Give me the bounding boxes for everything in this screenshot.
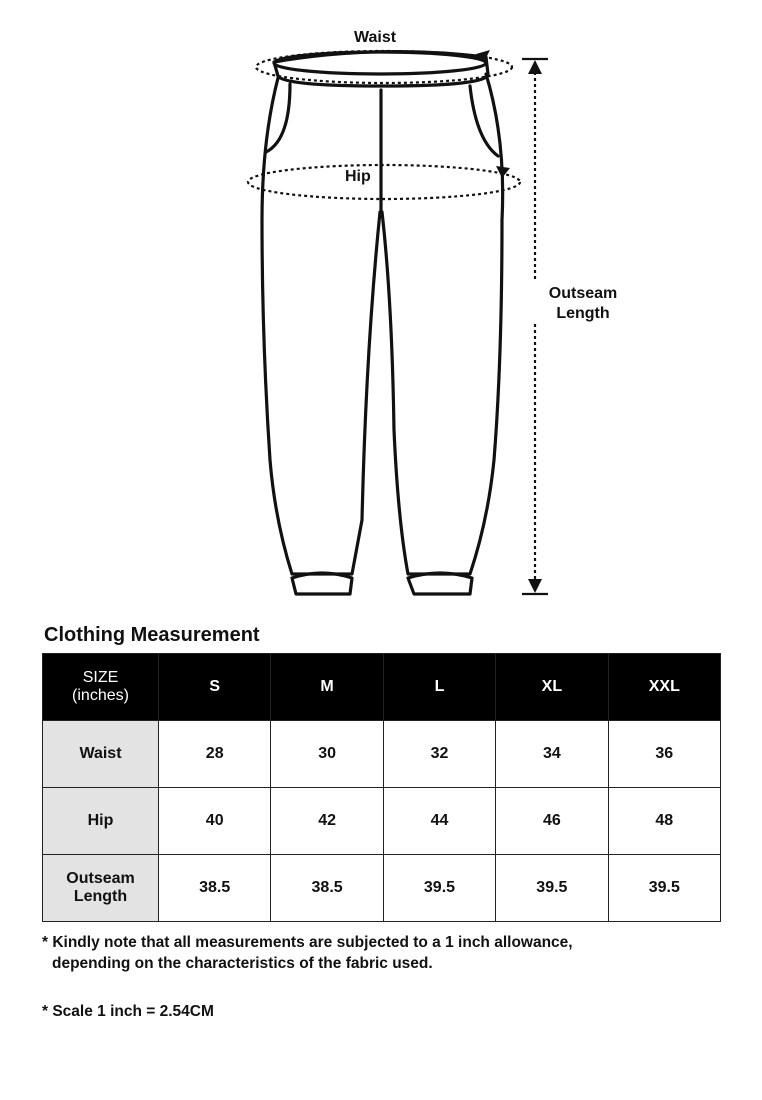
outseam-label: [543, 284, 623, 324]
table-cell: 39.5: [383, 855, 495, 922]
row-label-hip: Hip: [43, 788, 159, 855]
section-title: Clothing Measurement: [44, 624, 260, 646]
outseam-arrow-up: [528, 60, 542, 74]
table-cell: 46: [496, 788, 608, 855]
table-cell: 38.5: [159, 855, 271, 922]
scale-note: * Scale 1 inch = 2.54CM: [42, 1003, 214, 1020]
table-cell: 39.5: [496, 855, 608, 922]
table-cell: 28: [159, 721, 271, 788]
outseam-label-line2: Length: [556, 305, 610, 322]
table-cell: 40: [159, 788, 271, 855]
size-header-row: [43, 654, 721, 721]
table-cell: 39.5: [608, 855, 720, 922]
row-label-outseam: [43, 855, 159, 922]
row-label-waist: Waist: [43, 721, 159, 788]
size-header-line1: SIZE: [82, 669, 119, 686]
size-table: [42, 653, 721, 922]
row-label-outseam-line1: Outseam: [66, 870, 135, 887]
size-col-xl: XL: [496, 654, 608, 721]
allowance-note-line1: * Kindly note that all measurements are subjected to a 1 inch allowance,: [42, 934, 573, 951]
hip-guide-arrow: [496, 166, 510, 178]
size-header-label: [43, 654, 159, 721]
table-cell: 34: [496, 721, 608, 788]
allowance-note: [42, 932, 722, 974]
left-cuff: [292, 573, 352, 594]
outseam-measure: [522, 59, 548, 594]
hip-guide: [248, 165, 520, 199]
allowance-note-line2: depending on the characteristics of the fabric used.: [52, 955, 433, 972]
table-row-waist: [43, 721, 721, 788]
right-pocket: [470, 86, 498, 156]
table-cell: 30: [271, 721, 383, 788]
table-row-hip: [43, 788, 721, 855]
right-cuff: [408, 573, 472, 594]
left-leg-outline: [262, 78, 380, 574]
table-cell: 42: [271, 788, 383, 855]
hip-label: Hip: [345, 168, 371, 185]
waist-label: Waist: [354, 29, 397, 46]
outseam-label-line1: Outseam: [548, 285, 618, 302]
table-cell: 38.5: [271, 855, 383, 922]
size-col-xxl: XXL: [608, 654, 720, 721]
size-col-m: M: [271, 654, 383, 721]
table-row-outseam: [43, 855, 721, 922]
size-col-l: L: [383, 654, 495, 721]
size-header-line2: (inches): [72, 687, 129, 704]
size-col-s: S: [159, 654, 271, 721]
right-leg-outline: [382, 74, 503, 574]
outseam-arrow-down: [528, 579, 542, 593]
table-cell: 36: [608, 721, 720, 788]
table-cell: 48: [608, 788, 720, 855]
table-cell: 32: [383, 721, 495, 788]
row-label-outseam-line2: Length: [73, 888, 128, 905]
table-cell: 44: [383, 788, 495, 855]
